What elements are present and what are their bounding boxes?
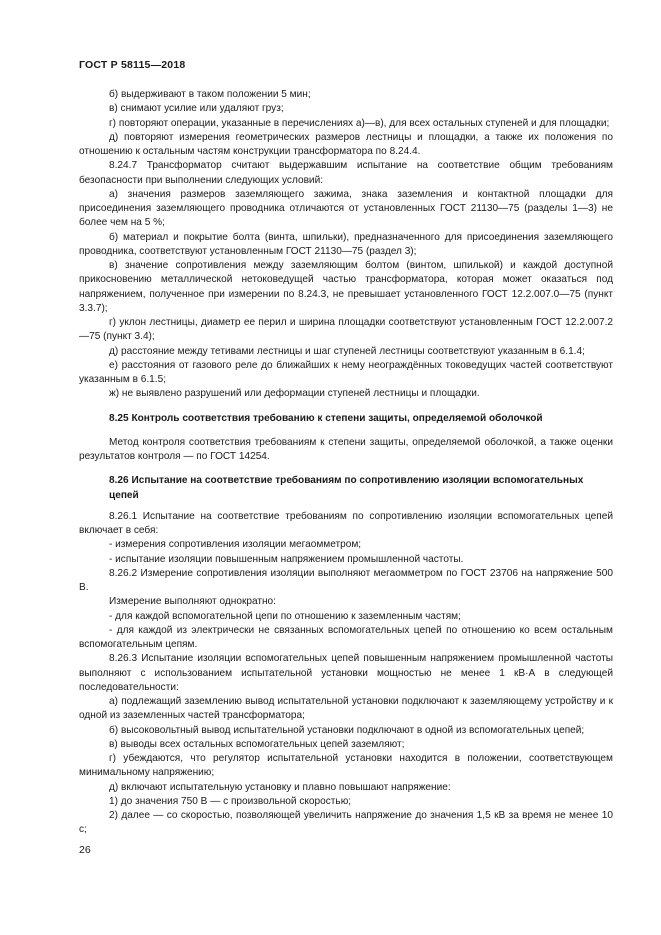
- paragraph: е) расстояния от газового реле до ближайших к нему неограждённых токоведущих частей соответствуют указанным в 6.1.5;: [79, 359, 613, 385]
- paragraph: а) значения размеров заземляющего зажима, знака заземления и контактной площадки для присоединения заземляющего проводника отличаются от установленных ГОСТ 21130—75 (разделы 1—3) не более чем на 5 %;: [79, 188, 613, 229]
- section-heading-8-25: 8.25 Контроль соответствия требованию к степени защиты, определяемой оболочкой: [109, 412, 543, 424]
- paragraph: в) значение сопротивления между заземляющим болтом (винтом, шпилькой) и каждой доступной прикосновению металлической нетоковедущей частью трансформатора, которая может оказаться под напряжением, полученное при измерении по 8.24.3, не превышает установленного ГОСТ 12.2.007.0—75 (пункт 3.3.7);: [79, 260, 613, 314]
- paragraph: а) подлежащий заземлению вывод испытательной установки подключают к заземляющему устройству и к одной из заземленных частей трансформатора;: [79, 696, 613, 722]
- paragraph: 8.24.7 Трансформатор считают выдержавшим испытание на соответствие общим требованиям безопасности при выполнении следующих условий:: [79, 160, 613, 186]
- paragraph: г) уклон лестницы, диаметр ее перил и ширина площадки соответствуют установленным ГОСТ 12.2.007.2—75 (пункт 3.4);: [79, 317, 613, 343]
- paragraph: 8.26.1 Испытание на соответствие требованиям по сопротивлению изоляции вспомогательных цепей включает в себя:: [79, 510, 613, 536]
- paragraph: в) выводы всех остальных вспомогательных цепей заземляют;: [109, 738, 405, 750]
- list-item: - для каждой вспомогательной цепи по отношению к заземленным частям;: [109, 610, 461, 622]
- paragraph: д) повторяют измерения геометрических размеров лестницы и площадки, а также их положения по отношению к остальным частям конструкции трансформатора по 8.24.4.: [79, 131, 613, 157]
- list-item: 2) далее — со скоростью, позволяющей увеличить напряжение до значения 1,5 кВ за время не менее 10 с;: [79, 810, 613, 836]
- list-item: - измерения сопротивления изоляции мегаомметром;: [109, 539, 362, 551]
- page-number: 26: [79, 844, 91, 856]
- paragraph: Измерение выполняют однократно:: [109, 596, 276, 608]
- list-item: - для каждой из электрически не связанных вспомогательных цепей по отношению ко всем остальным вспомогательным цепям.: [79, 624, 613, 650]
- paragraph: г) убеждаются, что регулятор испытательной установки находится в положении, соответствующем минимальному напряжению;: [79, 753, 613, 779]
- paragraph: Метод контроля соответствия требованиям к степени защиты, определяемой оболочкой, а также оценки результатов контроля — по ГОСТ 14254.: [79, 436, 613, 462]
- paragraph: в) снимают усилие или удаляют груз;: [109, 103, 284, 115]
- list-item: - испытание изоляции повышенным напряжением промышленной частоты.: [109, 553, 464, 565]
- paragraph: б) выдерживают в таком положении 5 мин;: [109, 89, 311, 100]
- paragraph: б) высоковольтный вывод испытательной установки подключают в одной из вспомогательных цепей;: [109, 724, 585, 736]
- list-item: 1) до значения 750 В — с произвольной скоростью;: [109, 795, 352, 807]
- paragraph: б) материал и покрытие болта (винта, шпильки), предназначенного для присоединения заземляющего проводника, соответствуют установленным ГОСТ 21130—75 (раздел 3);: [79, 231, 613, 257]
- paragraph: 8.26.3 Испытание изоляции вспомогательных цепей повышенным напряжением промышленной частоты выполняют с использованием испытательной установки мощностью не менее 1 кВ·А в следующей последовательности:: [79, 653, 613, 693]
- paragraph: ж) не выявлено разрушений или деформации ступеней лестницы и площадки.: [109, 388, 480, 400]
- paragraph: г) повторяют операции, указанные в перечислениях а)—в), для всех остальных ступеней и для площадки;: [109, 117, 610, 129]
- paragraph: д) расстояние между тетивами лестницы и шаг ступеней лестницы соответствуют указанным в 6.1.4;: [109, 345, 585, 357]
- paragraph: 8.26.2 Измерение сопротивления изоляции выполняют мегаомметром по ГОСТ 23706 на напряжение 500 В.: [79, 567, 613, 593]
- document-body: [79, 88, 613, 838]
- paragraph: д) включают испытательную установку и плавно повышают напряжение:: [109, 781, 451, 793]
- document-header: ГОСТ Р 58115—2018: [79, 59, 186, 71]
- section-heading-8-26: 8.26 Испытание на соответствие требованиям по сопротивлению изоляции вспомогательных цепей: [109, 475, 584, 501]
